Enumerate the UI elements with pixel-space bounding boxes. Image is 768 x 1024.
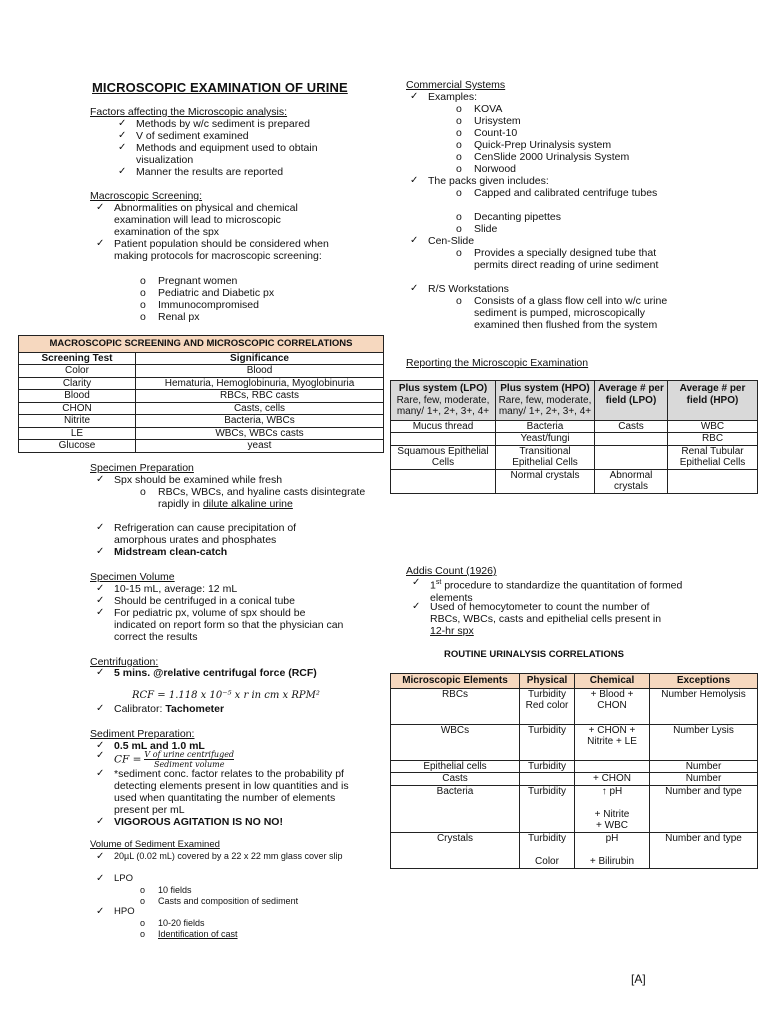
table-row: Normal crystals Abnormal crystals — [391, 469, 758, 493]
check-icon: ✓ — [96, 202, 105, 213]
page-title: MICROSCOPIC EXAMINATION OF URINE — [92, 80, 348, 95]
table-row: Blood RBCs, RBC casts — [19, 390, 384, 403]
check-icon: ✓ — [96, 607, 105, 618]
specimen-prep-item: ✓ Refrigeration can cause precipitation of amorphous urates and phosphates — [96, 522, 297, 546]
factors-item: ✓ Methods and equipment used to obtain visualization — [118, 142, 318, 166]
addis-heading: Addis Count (1926) — [406, 565, 497, 577]
specimen-prep-subitem: o RBCs, WBCs, and hyaline casts disintegrate rapidly in dilute alkaline urine — [140, 486, 366, 510]
check-icon: ✓ — [96, 816, 105, 827]
commercial-example: o Quick-Prep Urinalysis system — [456, 139, 612, 151]
check-icon: ✓ — [96, 740, 105, 751]
table-header: Exceptions — [650, 674, 758, 689]
centrifugation-item: ✓ 5 mins. @relative centrifugal force (RCF) — [96, 667, 317, 679]
factors-item: ✓ Methods by w/c sediment is prepared — [118, 118, 310, 130]
table-row: Color Blood — [19, 365, 384, 378]
macro-subitem: o Immunocompromised — [140, 299, 259, 311]
vol-sed-subitem: o 10-20 fields — [140, 918, 205, 928]
specimen-prep-heading: Specimen Preparation — [90, 462, 194, 474]
table-row: Casts + CHON Number — [391, 773, 758, 786]
check-icon: ✓ — [96, 906, 105, 917]
cf-formula: ✓ CF = $\frac{\text{V of urine centrifuged}}{\text{Sediment volume}}$ — [96, 750, 235, 769]
table-header: Physical — [520, 674, 575, 689]
table-row: Bacteria Turbidity ↑ pH + Nitrite + WBC Number and type — [391, 785, 758, 832]
check-icon: ✓ — [96, 474, 105, 485]
specimen-prep-item: ✓ Spx should be examined while fresh — [96, 474, 283, 486]
check-icon: ✓ — [410, 235, 419, 246]
check-icon: ✓ — [96, 873, 105, 884]
table-header: Plus system (HPO) Rare, few, moderate, many/ 1+, 2+, 3+, 4+ — [496, 381, 595, 421]
table-row: Glucose yeast — [19, 440, 384, 453]
commercial-pack: o Decanting pipettes — [456, 211, 561, 223]
commercial-pack: o Capped and calibrated centrifuge tubes — [456, 187, 658, 199]
check-icon: ✓ — [96, 595, 105, 606]
check-icon: ✓ — [96, 768, 105, 779]
commercial-item: ✓ The packs given includes: — [410, 175, 549, 187]
sediment-prep-item: ✓ VIGOROUS AGITATION IS NO NO! — [96, 816, 283, 828]
vol-sed-item: ✓ 20µL (0.02 mL) covered by a 22 x 22 mm glass cover slip — [96, 851, 343, 862]
check-icon: ✓ — [96, 522, 105, 533]
table-header: Average # per field (HPO) — [668, 381, 758, 421]
table-row: CHON Casts, cells — [19, 402, 384, 415]
commercial-example: o Norwood — [456, 163, 517, 175]
factors-item: ✓ Manner the results are reported — [118, 166, 284, 178]
rcf-formula: RCF = 1.118 x 10⁻⁵ x r in cm x RPM² — [132, 690, 320, 701]
vol-sed-subitem: o Identification of cast — [140, 929, 238, 939]
vol-sed-subitem: o Casts and composition of sediment — [140, 896, 299, 906]
table-header: Chemical — [575, 674, 650, 689]
check-icon: ✓ — [96, 667, 105, 678]
commercial-example: o CenSlide 2000 Urinalysis System — [456, 151, 630, 163]
commercial-item: ✓ Examples: — [410, 91, 478, 103]
macro-item: ✓ Patient population should be considered when making protocols for macroscopic screening: — [96, 238, 329, 262]
routine-heading: ROUTINE URINALYSIS CORRELATIONS — [444, 649, 624, 660]
macro-heading: Macroscopic Screening: — [90, 190, 203, 202]
specimen-vol-item: ✓ For pediatric px, volume of spx should be indicated on report form so that the physician can correct the results — [96, 607, 344, 643]
vol-sed-heading: Volume of Sediment Examined — [90, 839, 220, 850]
centrifugation-heading: Centrifugation: — [90, 656, 159, 668]
check-icon: ✓ — [96, 238, 105, 249]
table-row: Nitrite Bacteria, WBCs — [19, 415, 384, 428]
check-icon: ✓ — [118, 166, 127, 177]
sediment-prep-heading: Sediment Preparation: — [90, 728, 195, 740]
commercial-example: o KOVA — [456, 103, 503, 115]
check-icon: ✓ — [118, 130, 127, 141]
table-row: Yeast/fungi RBC — [391, 433, 758, 446]
table-row: LE WBCs, WBCs casts — [19, 427, 384, 440]
addis-item: ✓ 1st procedure to standardize the quantitation of formed elements — [412, 577, 683, 604]
commercial-item: ✓ Cen-Slide — [410, 235, 475, 247]
commercial-heading: Commercial Systems — [406, 79, 506, 91]
macro-subitem: o Pregnant women — [140, 275, 238, 287]
page-footer: [A] — [631, 972, 646, 986]
factors-heading: Factors affecting the Microscopic analysis: — [90, 106, 288, 118]
sediment-prep-note: ✓ *sediment conc. factor relates to the probability pf detecting elements present in low quantities and is used when quantitating the number of elements present per mL — [96, 768, 349, 816]
table-row: WBCs Turbidity + CHON + Nitrite + LE Number Lysis — [391, 724, 758, 760]
table-caption: MACROSCOPIC SCREENING AND MICROSCOPIC CORRELATIONS — [19, 336, 384, 353]
check-icon: ✓ — [410, 283, 419, 294]
check-icon: ✓ — [96, 750, 105, 761]
centrifugation-item: ✓ Calibrator: Tachometer — [96, 703, 225, 715]
check-icon: ✓ — [410, 175, 419, 186]
table-row: Mucus thread Bacteria Casts WBC — [391, 420, 758, 433]
reporting-heading: Reporting the Microscopic Examination — [406, 357, 589, 369]
commercial-example: o Urisystem — [456, 115, 521, 127]
vol-sed-item: ✓ LPO — [96, 873, 134, 884]
macro-micro-table — [18, 335, 384, 453]
check-icon: ✓ — [96, 583, 105, 594]
table-header: Plus system (LPO) Rare, few, moderate, many/ 1+, 2+, 3+, 4+ — [391, 381, 496, 421]
commercial-example: o Count-10 — [456, 127, 518, 139]
macro-subitem: o Pediatric and Diabetic px — [140, 287, 275, 299]
specimen-vol-item: ✓ 10-15 mL, average: 12 mL — [96, 583, 238, 595]
table-row: Clarity Hematuria, Hemoglobinuria, Myoglobinuria — [19, 377, 384, 390]
table-header: Average # per field (LPO) — [595, 381, 668, 421]
commercial-pack: o Slide — [456, 223, 498, 235]
check-icon: ✓ — [96, 851, 105, 862]
check-icon: ✓ — [96, 703, 105, 714]
vol-sed-subitem: o 10 fields — [140, 885, 192, 895]
table-row: RBCs Turbidity Red color + Blood + CHON Number Hemolysis — [391, 688, 758, 724]
check-icon: ✓ — [412, 601, 421, 612]
table-row: Squamous Epithelial Cells Transitional Epithelial Cells Renal Tubular Epithelial Cells — [391, 445, 758, 469]
vol-sed-item: ✓ HPO — [96, 906, 135, 917]
check-icon: ✓ — [96, 546, 105, 557]
check-icon: ✓ — [412, 577, 421, 588]
table-row: Crystals Turbidity Color pH + Bilirubin Number and type — [391, 832, 758, 868]
factors-item: ✓ V of sediment examined — [118, 130, 249, 142]
sediment-prep-item: ✓ 0.5 mL and 1.0 mL — [96, 740, 205, 752]
commercial-subitem: o Consists of a glass flow cell into w/c urine sediment is pumped, microscopically examined then flushed from the system — [456, 295, 668, 331]
check-icon: ✓ — [118, 118, 127, 129]
addis-item: ✓ Used of hemocytometer to count the number of RBCs, WBCs, casts and epithelial cells present in 12-hr spx — [412, 601, 662, 637]
table-header: Significance — [136, 352, 384, 365]
table-header: Microscopic Elements — [391, 674, 520, 689]
check-icon: ✓ — [118, 142, 127, 153]
routine-table — [390, 673, 758, 869]
specimen-vol-heading: Specimen Volume — [90, 571, 175, 583]
specimen-vol-item: ✓ Should be centrifuged in a conical tube — [96, 595, 295, 607]
table-row: Epithelial cells Turbidity Number — [391, 760, 758, 773]
specimen-prep-item: ✓ Midstream clean-catch — [96, 546, 228, 558]
commercial-subitem: o Provides a specially designed tube that permits direct reading of urine sediment — [456, 247, 659, 271]
macro-subitem: o Renal px — [140, 311, 200, 323]
macro-item: ✓ Abnormalities on physical and chemical examination will lead to microscopic examination of the spx — [96, 202, 298, 238]
table-header: Screening Test — [19, 352, 136, 365]
check-icon: ✓ — [410, 91, 419, 102]
reporting-table — [390, 380, 758, 494]
commercial-item: ✓ R/S Workstations — [410, 283, 509, 295]
